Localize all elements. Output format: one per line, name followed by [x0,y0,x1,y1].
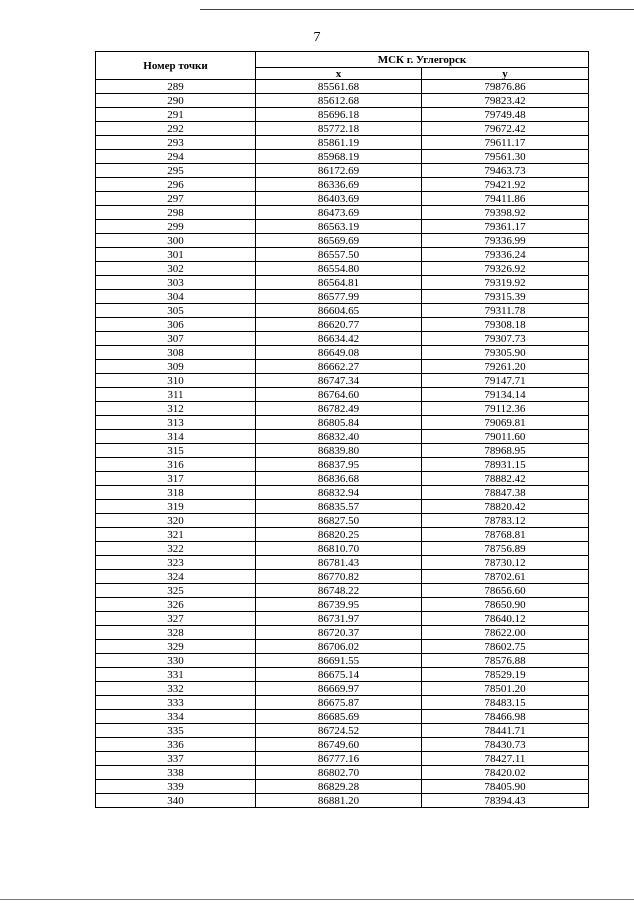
cell-y: 79305.90 [422,346,589,360]
cell-y: 78968.95 [422,444,589,458]
cell-y: 78483.15 [422,696,589,710]
table-row [96,136,589,150]
cell-y: 79311.78 [422,304,589,318]
cell-y: 78702.61 [422,570,589,584]
cell-y: 79336.24 [422,248,589,262]
cell-x: 86782.49 [256,402,422,416]
table-row [96,346,589,360]
cell-x: 86820.25 [256,528,422,542]
cell-y: 78783.12 [422,514,589,528]
table-row [96,612,589,626]
cell-point-number: 320 [96,514,256,528]
table-row [96,654,589,668]
cell-point-number: 304 [96,290,256,304]
cell-y: 79398.92 [422,206,589,220]
cell-x: 86669.97 [256,682,422,696]
table-row [96,472,589,486]
table-row [96,766,589,780]
cell-y: 78466.98 [422,710,589,724]
cell-point-number: 291 [96,108,256,122]
cell-y: 79411.86 [422,192,589,206]
cell-y: 79361.17 [422,220,589,234]
cell-x: 86777.16 [256,752,422,766]
table-row [96,402,589,416]
cell-point-number: 334 [96,710,256,724]
cell-x: 86569.69 [256,234,422,248]
cell-point-number: 313 [96,416,256,430]
bottom-rule [0,899,634,900]
cell-point-number: 292 [96,122,256,136]
cell-x: 86724.52 [256,724,422,738]
cell-y: 78430.73 [422,738,589,752]
cell-y: 79611.17 [422,136,589,150]
cell-x: 86691.55 [256,654,422,668]
cell-y: 79876.86 [422,80,589,94]
cell-y: 78602.75 [422,640,589,654]
cell-x: 86810.70 [256,542,422,556]
cell-y: 78820.42 [422,500,589,514]
header-point-number: Номер точки [96,52,256,80]
cell-x: 86662.27 [256,360,422,374]
cell-point-number: 325 [96,584,256,598]
table-row [96,220,589,234]
cell-point-number: 296 [96,178,256,192]
cell-point-number: 338 [96,766,256,780]
cell-y: 79112.36 [422,402,589,416]
table-row [96,248,589,262]
cell-point-number: 315 [96,444,256,458]
table-row [96,108,589,122]
cell-point-number: 289 [96,80,256,94]
table-row [96,276,589,290]
cell-point-number: 324 [96,570,256,584]
table-row [96,290,589,304]
cell-x: 86172.69 [256,164,422,178]
cell-point-number: 326 [96,598,256,612]
table-row [96,794,589,808]
cell-point-number: 302 [96,262,256,276]
cell-y: 78394.43 [422,794,589,808]
cell-x: 86836.68 [256,472,422,486]
cell-y: 78420.02 [422,766,589,780]
table-row [96,696,589,710]
header-coordinate-system: МСК г. Углегорск [256,52,589,68]
cell-x: 86802.70 [256,766,422,780]
table-row [96,150,589,164]
table-row [96,570,589,584]
cell-y: 78931.15 [422,458,589,472]
cell-y: 78650.90 [422,598,589,612]
cell-point-number: 310 [96,374,256,388]
cell-x: 86764.60 [256,388,422,402]
table-header-row [96,52,589,68]
cell-x: 86685.69 [256,710,422,724]
cell-x: 86675.14 [256,668,422,682]
cell-x: 86781.43 [256,556,422,570]
cell-point-number: 311 [96,388,256,402]
cell-y: 78730.12 [422,556,589,570]
table-row [96,598,589,612]
cell-x: 86720.37 [256,626,422,640]
table-row [96,710,589,724]
cell-point-number: 319 [96,500,256,514]
cell-y: 79672.42 [422,122,589,136]
cell-y: 79069.81 [422,416,589,430]
cell-y: 78640.12 [422,612,589,626]
cell-x: 86564.81 [256,276,422,290]
table-row [96,584,589,598]
cell-y: 78882.42 [422,472,589,486]
cell-y: 79823.42 [422,94,589,108]
cell-point-number: 290 [96,94,256,108]
cell-y: 78847.38 [422,486,589,500]
cell-x: 86731.97 [256,612,422,626]
cell-x: 85612.68 [256,94,422,108]
table-row [96,430,589,444]
cell-x: 85561.68 [256,80,422,94]
table-row [96,80,589,94]
cell-x: 86563.19 [256,220,422,234]
cell-point-number: 308 [96,346,256,360]
cell-x: 86881.20 [256,794,422,808]
cell-x: 85968.19 [256,150,422,164]
cell-x: 86837.95 [256,458,422,472]
table-row [96,682,589,696]
cell-point-number: 321 [96,528,256,542]
cell-point-number: 312 [96,402,256,416]
cell-point-number: 297 [96,192,256,206]
cell-point-number: 329 [96,640,256,654]
table-row [96,542,589,556]
table-row [96,458,589,472]
table-row [96,640,589,654]
table-row [96,164,589,178]
table-row [96,94,589,108]
table-row [96,360,589,374]
table-row [96,780,589,794]
cell-x: 86749.60 [256,738,422,752]
cell-point-number: 314 [96,430,256,444]
cell-y: 79307.73 [422,332,589,346]
header-x: x [256,68,422,80]
cell-y: 79319.92 [422,276,589,290]
cell-x: 86829.28 [256,780,422,794]
table-row [96,262,589,276]
cell-x: 86604.65 [256,304,422,318]
cell-x: 86832.40 [256,430,422,444]
cell-point-number: 336 [96,738,256,752]
cell-y: 78768.81 [422,528,589,542]
cell-y: 78405.90 [422,780,589,794]
cell-point-number: 294 [96,150,256,164]
table-row [96,234,589,248]
header-y: y [422,68,589,80]
cell-y: 78427.11 [422,752,589,766]
cell-x: 85696.18 [256,108,422,122]
cell-x: 86675.87 [256,696,422,710]
table-row [96,318,589,332]
cell-x: 86839.80 [256,444,422,458]
table-row [96,122,589,136]
cell-x: 85772.18 [256,122,422,136]
table-row [96,444,589,458]
cell-point-number: 331 [96,668,256,682]
table-row [96,416,589,430]
cell-y: 78622.00 [422,626,589,640]
cell-x: 86827.50 [256,514,422,528]
cell-x: 86747.34 [256,374,422,388]
cell-x: 86557.50 [256,248,422,262]
cell-x: 86706.02 [256,640,422,654]
cell-y: 79561.30 [422,150,589,164]
top-rule [200,9,634,10]
table-row [96,374,589,388]
cell-y: 79463.73 [422,164,589,178]
cell-y: 79261.20 [422,360,589,374]
cell-y: 78441.71 [422,724,589,738]
cell-y: 79134.14 [422,388,589,402]
cell-y: 78576.88 [422,654,589,668]
cell-point-number: 298 [96,206,256,220]
cell-point-number: 301 [96,248,256,262]
cell-point-number: 317 [96,472,256,486]
cell-point-number: 300 [96,234,256,248]
cell-x: 86577.99 [256,290,422,304]
cell-x: 86835.57 [256,500,422,514]
cell-point-number: 335 [96,724,256,738]
cell-y: 78656.60 [422,584,589,598]
cell-point-number: 318 [96,486,256,500]
cell-y: 79147.71 [422,374,589,388]
table-row [96,668,589,682]
cell-x: 86748.22 [256,584,422,598]
table-row [96,304,589,318]
table-row [96,388,589,402]
cell-x: 86634.42 [256,332,422,346]
cell-x: 86403.69 [256,192,422,206]
cell-y: 79421.92 [422,178,589,192]
cell-point-number: 339 [96,780,256,794]
cell-point-number: 327 [96,612,256,626]
cell-x: 86770.82 [256,570,422,584]
cell-point-number: 333 [96,696,256,710]
cell-x: 86554.80 [256,262,422,276]
cell-y: 79011.60 [422,430,589,444]
cell-x: 86805.84 [256,416,422,430]
cell-point-number: 299 [96,220,256,234]
cell-point-number: 323 [96,556,256,570]
cell-point-number: 340 [96,794,256,808]
table-row [96,178,589,192]
cell-point-number: 309 [96,360,256,374]
coordinates-table [95,51,589,808]
cell-point-number: 316 [96,458,256,472]
table-row [96,500,589,514]
cell-x: 86832.94 [256,486,422,500]
cell-x: 85861.19 [256,136,422,150]
table-row [96,724,589,738]
cell-point-number: 307 [96,332,256,346]
cell-point-number: 303 [96,276,256,290]
cell-x: 86620.77 [256,318,422,332]
cell-point-number: 293 [96,136,256,150]
cell-point-number: 295 [96,164,256,178]
cell-point-number: 330 [96,654,256,668]
cell-y: 78529.19 [422,668,589,682]
cell-point-number: 332 [96,682,256,696]
table-row [96,206,589,220]
cell-y: 78756.89 [422,542,589,556]
cell-point-number: 306 [96,318,256,332]
table-row [96,514,589,528]
cell-y: 79315.39 [422,290,589,304]
cell-point-number: 337 [96,752,256,766]
cell-point-number: 322 [96,542,256,556]
table-row [96,332,589,346]
cell-x: 86739.95 [256,598,422,612]
cell-y: 79749.48 [422,108,589,122]
table-row [96,626,589,640]
cell-x: 86336.69 [256,178,422,192]
cell-y: 79326.92 [422,262,589,276]
table-row [96,528,589,542]
table-body [96,80,589,808]
table-row [96,556,589,570]
cell-point-number: 328 [96,626,256,640]
cell-x: 86649.08 [256,346,422,360]
table-row [96,486,589,500]
cell-y: 79336.99 [422,234,589,248]
cell-x: 86473.69 [256,206,422,220]
cell-y: 78501.20 [422,682,589,696]
table-row [96,192,589,206]
cell-point-number: 305 [96,304,256,318]
table-row [96,752,589,766]
page-number: 7 [313,30,321,45]
cell-y: 79308.18 [422,318,589,332]
table-row [96,738,589,752]
